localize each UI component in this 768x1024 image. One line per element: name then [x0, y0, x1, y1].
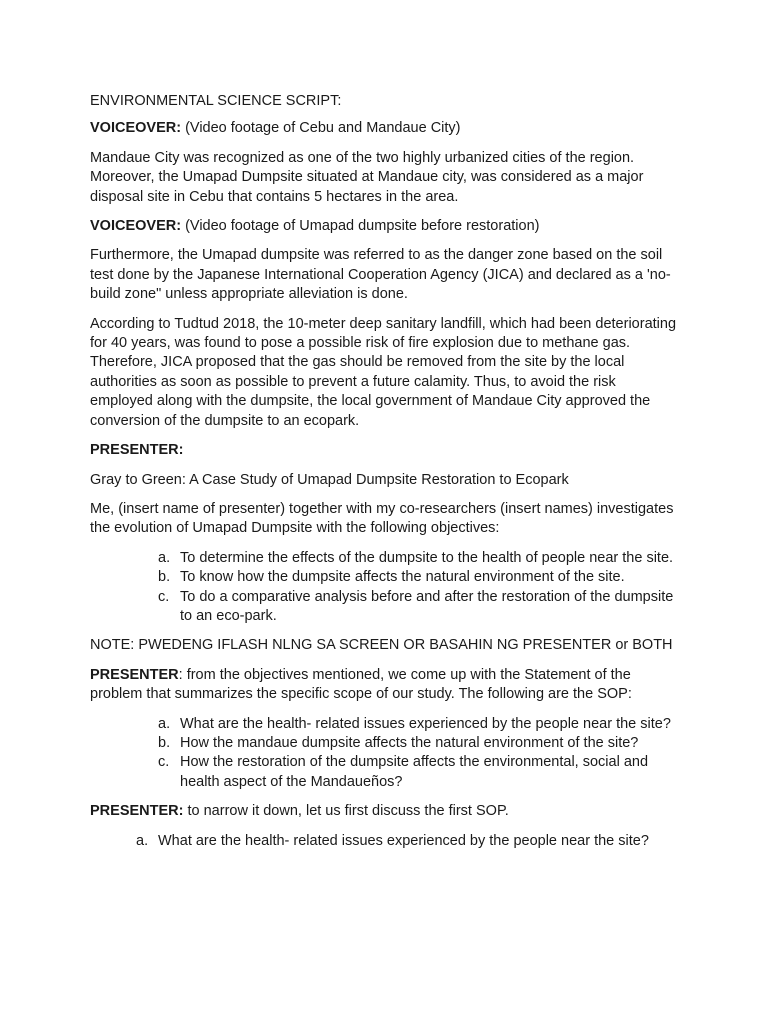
list-item-text: What are the health- related issues experienced by the people near the site?	[180, 715, 671, 732]
note: NOTE: PWEDENG IFLASH NLNG SA SCREEN OR BASAHIN NG PRESENTER or BOTH	[90, 637, 673, 654]
paragraph-introduction: Me, (insert name of presenter) together with my co-researchers (insert names) investigates the evolution of Umapad Dumpsite with the following objectives:	[90, 500, 674, 537]
paragraph-mandaue: Mandaue City was recognized as one of the two highly urbanized cities of the region. Moreover, the Umapad Dumpsite situated at Mandaue city, was considered as a major disposal site in Cebu that contains 5 hectares in the area.	[90, 149, 644, 205]
list-marker: c.	[158, 588, 170, 605]
list-item-text: To do a comparative analysis before and after the restoration of the dumpsite to an eco-park.	[180, 588, 674, 624]
presenter-heading	[90, 441, 680, 460]
voiceover-cue-2	[90, 217, 680, 236]
list-item	[158, 588, 680, 627]
voiceover-label: VOICEOVER:	[90, 120, 182, 137]
presenter-label: PRESENTER:	[90, 442, 184, 459]
first-sop-list	[90, 832, 680, 851]
presenter-line: : from the objectives mentioned, we come up with the Statement of the problem that summarizes the specific scope of our study. The following are the SOP:	[90, 666, 632, 703]
presenter-cue-narrow	[90, 802, 680, 821]
presenter-label: PRESENTER	[90, 666, 179, 683]
document-body	[90, 92, 680, 861]
list-marker: b.	[158, 569, 171, 586]
list-item-text: What are the health- related issues experienced by the people near the site?	[158, 832, 649, 849]
list-marker: a.	[158, 549, 171, 566]
voiceover-direction: (Video footage of Umapad dumpsite before restoration)	[181, 218, 540, 235]
objectives-list	[90, 549, 680, 627]
list-item-text: To determine the effects of the dumpsite to the health of people near the site.	[180, 549, 674, 566]
list-marker: a.	[136, 832, 149, 849]
list-item-text: How the mandaue dumpsite affects the natural environment of the site?	[180, 734, 639, 751]
sop-list	[90, 715, 680, 793]
voiceover-label: VOICEOVER:	[90, 218, 182, 235]
list-item-text: To know how the dumpsite affects the natural environment of the site.	[180, 569, 625, 586]
list-item	[136, 832, 680, 851]
list-item	[158, 568, 680, 587]
list-marker: a.	[158, 715, 171, 732]
list-item	[158, 715, 680, 734]
voiceover-cue-1	[90, 119, 680, 138]
list-item	[158, 549, 680, 568]
presenter-label: PRESENTER:	[90, 803, 184, 820]
list-marker: c.	[158, 754, 170, 771]
list-item	[158, 734, 680, 753]
list-item-text: How the restoration of the dumpsite affects the environmental, social and health aspect of the Mandaueños?	[180, 754, 649, 790]
list-item	[158, 753, 680, 792]
paragraph-danger-zone: Furthermore, the Umapad dumpsite was referred to as the danger zone based on the soil test done by the Japanese International Cooperation Agency (JICA) and declared as a 'no-build zone" unless appropriate alleviation is done.	[90, 247, 671, 303]
paragraph-tudtud: According to Tudtud 2018, the 10-meter deep sanitary landfill, which had been deteriorating for 40 years, was found to pose a possible risk of fire explosion due to methane gas. Therefore, JICA proposed that the gas should be removed from the site by the local authorities as soon as possible to prevent a future calamity. Thus, to avoid the risk employed along with the dumpsite, the local government of Mandaue City approved the conversion of the dumpsite to an ecopark.	[90, 315, 677, 429]
presenter-line: to narrow it down, let us first discuss the first SOP.	[183, 803, 509, 820]
list-marker: b.	[158, 734, 171, 751]
document-title: ENVIRONMENTAL SCIENCE SCRIPT:	[90, 93, 342, 109]
study-title: Gray to Green: A Case Study of Umapad Dumpsite Restoration to Ecopark	[90, 471, 569, 488]
voiceover-direction: (Video footage of Cebu and Mandaue City)	[181, 120, 461, 137]
presenter-cue-sop	[90, 666, 680, 705]
